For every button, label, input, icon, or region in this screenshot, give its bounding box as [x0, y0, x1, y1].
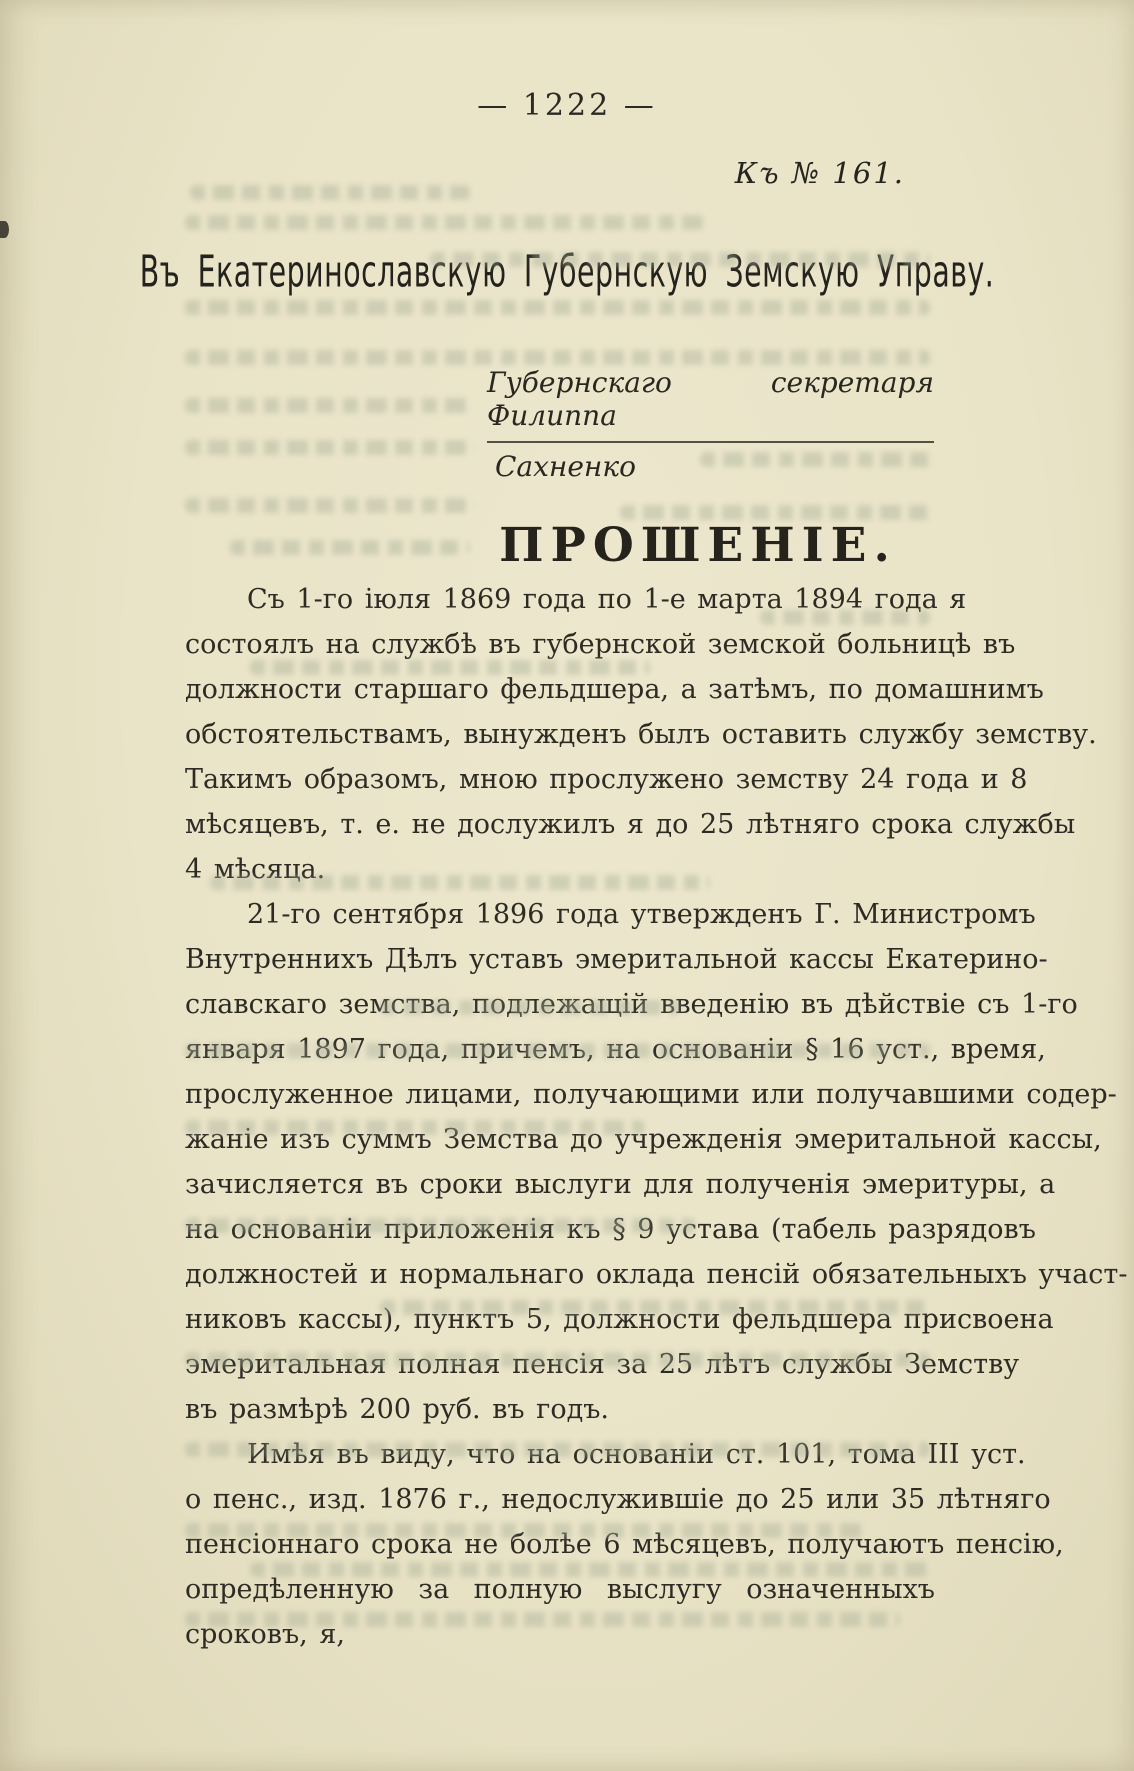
ghost-showthrough [185, 215, 705, 230]
body-line: жаніе изъ суммъ Земства до учрежденія эмеритальной кассы, [185, 1124, 1102, 1155]
ghost-showthrough [190, 185, 470, 200]
body-line: никовъ кассы), пунктъ 5, должности фельдшера присвоена [185, 1304, 1054, 1335]
body-line: Съ 1-го іюля 1869 года по 1-е марта 1894 года я [247, 584, 967, 615]
body-line: въ размѣрѣ 200 руб. въ годъ. [185, 1394, 609, 1425]
body-line: опредѣленную за полную выслугу означенныхъ сроковъ, я, [185, 1574, 935, 1650]
ghost-showthrough [185, 300, 930, 315]
body-line: Внутреннихъ Дѣлъ уставъ эмеритальной кассы Екатерино- [185, 944, 1048, 975]
document-reference: Къ № 161. [734, 156, 905, 190]
ink-smudge [0, 221, 9, 238]
body-line: эмеритальная полная пенсія за 25 лѣтъ службы Земству [185, 1349, 1020, 1380]
body-line: прослуженное лицами, получающими или получавшими содер- [185, 1079, 1117, 1110]
body-line: Такимъ образомъ, мною прослужено земству 24 года и 8 [185, 764, 1028, 795]
body-line: зачисляется въ сроки выслуги для полученія эмеритуры, а [185, 1169, 1056, 1200]
petition-title: ПРОШЕНІЕ. [499, 518, 897, 573]
body-line: мѣсяцевъ, т. е. не дослужилъ я до 25 лѣтняго срока службы [185, 809, 1076, 840]
body-line: 21-го сентября 1896 года утвержденъ Г. Министромъ [247, 899, 1036, 930]
paragraph [185, 1432, 1064, 1650]
sender-block [487, 366, 934, 483]
body-paragraphs [185, 577, 1128, 1650]
body-line: славскаго земства, подлежащій введенію въ дѣйствіе съ 1-го [185, 989, 1078, 1020]
body-line: должности старшаго фельдшера, а затѣмъ, по домашнимъ [185, 674, 1044, 705]
paragraph [185, 577, 1097, 892]
body-line: о пенс., изд. 1876 г., недослужившіе до 25 или 35 лѣтняго [185, 1484, 1051, 1515]
body-line: на основаніи приложенія къ § 9 устава (табель разрядовъ [185, 1214, 1036, 1245]
ghost-showthrough [185, 398, 470, 413]
ghost-showthrough [185, 350, 930, 365]
body-line: 4 мѣсяца. [185, 854, 326, 885]
page-number: — 1222 — [477, 88, 657, 123]
addressee-heading: Въ Екатеринославскую Губернскую Земскую Управу. [139, 246, 995, 297]
sender-title: Губернскаго секретаря Филиппа [487, 366, 934, 443]
body-line: обстоятельствамъ, вынужденъ былъ оставить службу земству. [185, 719, 1097, 750]
body-line: Имѣя въ виду, что на основаніи ст. 101, тома III уст. [247, 1439, 1026, 1470]
paragraph [185, 892, 1128, 1432]
sender-name: Сахненко [495, 450, 636, 483]
body-line: должностей и нормальнаго оклада пенсій обязательныхъ участ- [185, 1259, 1128, 1290]
ghost-showthrough [185, 440, 475, 455]
body-line: состоялъ на службѣ въ губернской земской больницѣ въ [185, 629, 1016, 660]
body-line: пенсіоннаго срока не болѣе 6 мѣсяцевъ, получаютъ пенсію, [185, 1529, 1064, 1560]
body-line: января 1897 года, причемъ, на основаніи § 16 уст., время, [185, 1034, 1046, 1065]
ghost-showthrough [185, 498, 475, 513]
